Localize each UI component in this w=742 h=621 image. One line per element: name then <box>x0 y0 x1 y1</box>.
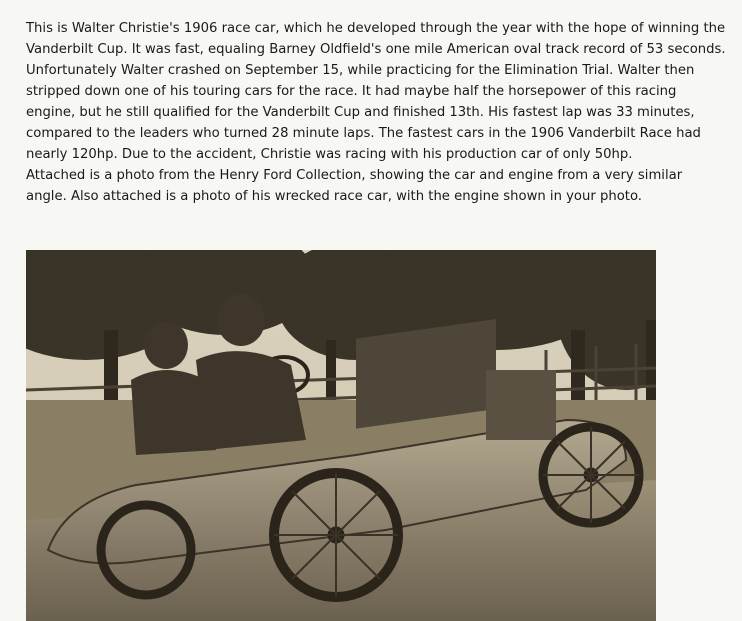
race-car-photo <box>26 250 656 621</box>
article-paragraph: Attached is a photo from the Henry Ford Collection, showing the car and engine from a very similar angle. Also attached is a photo of his wrecked race car, with the engine shown in your photo. <box>26 168 683 204</box>
article-text <box>26 18 726 207</box>
article-paragraph: This is Walter Christie's 1906 race car, which he developed through the year with the hope of winning the Vanderbilt Cup. It was fast, equaling Barney Oldfield's one mile American oval track record of 53 seconds. Unfortunately Walter crashed on September 15, while practicing for the Elimination Trial. Walter then stripped down one of his touring cars for the race. It had maybe half the horsepower of this racing engine, but he still qualified for the Vanderbilt Cup and finished 13th. His fastest lap was 33 minutes, compared to the leaders who turned 28 minute laps. The fastest cars in the 1906 Vanderbilt Race had nearly 120hp. Due to the accident, Christie was racing with his production car of only 50hp. <box>26 21 726 162</box>
